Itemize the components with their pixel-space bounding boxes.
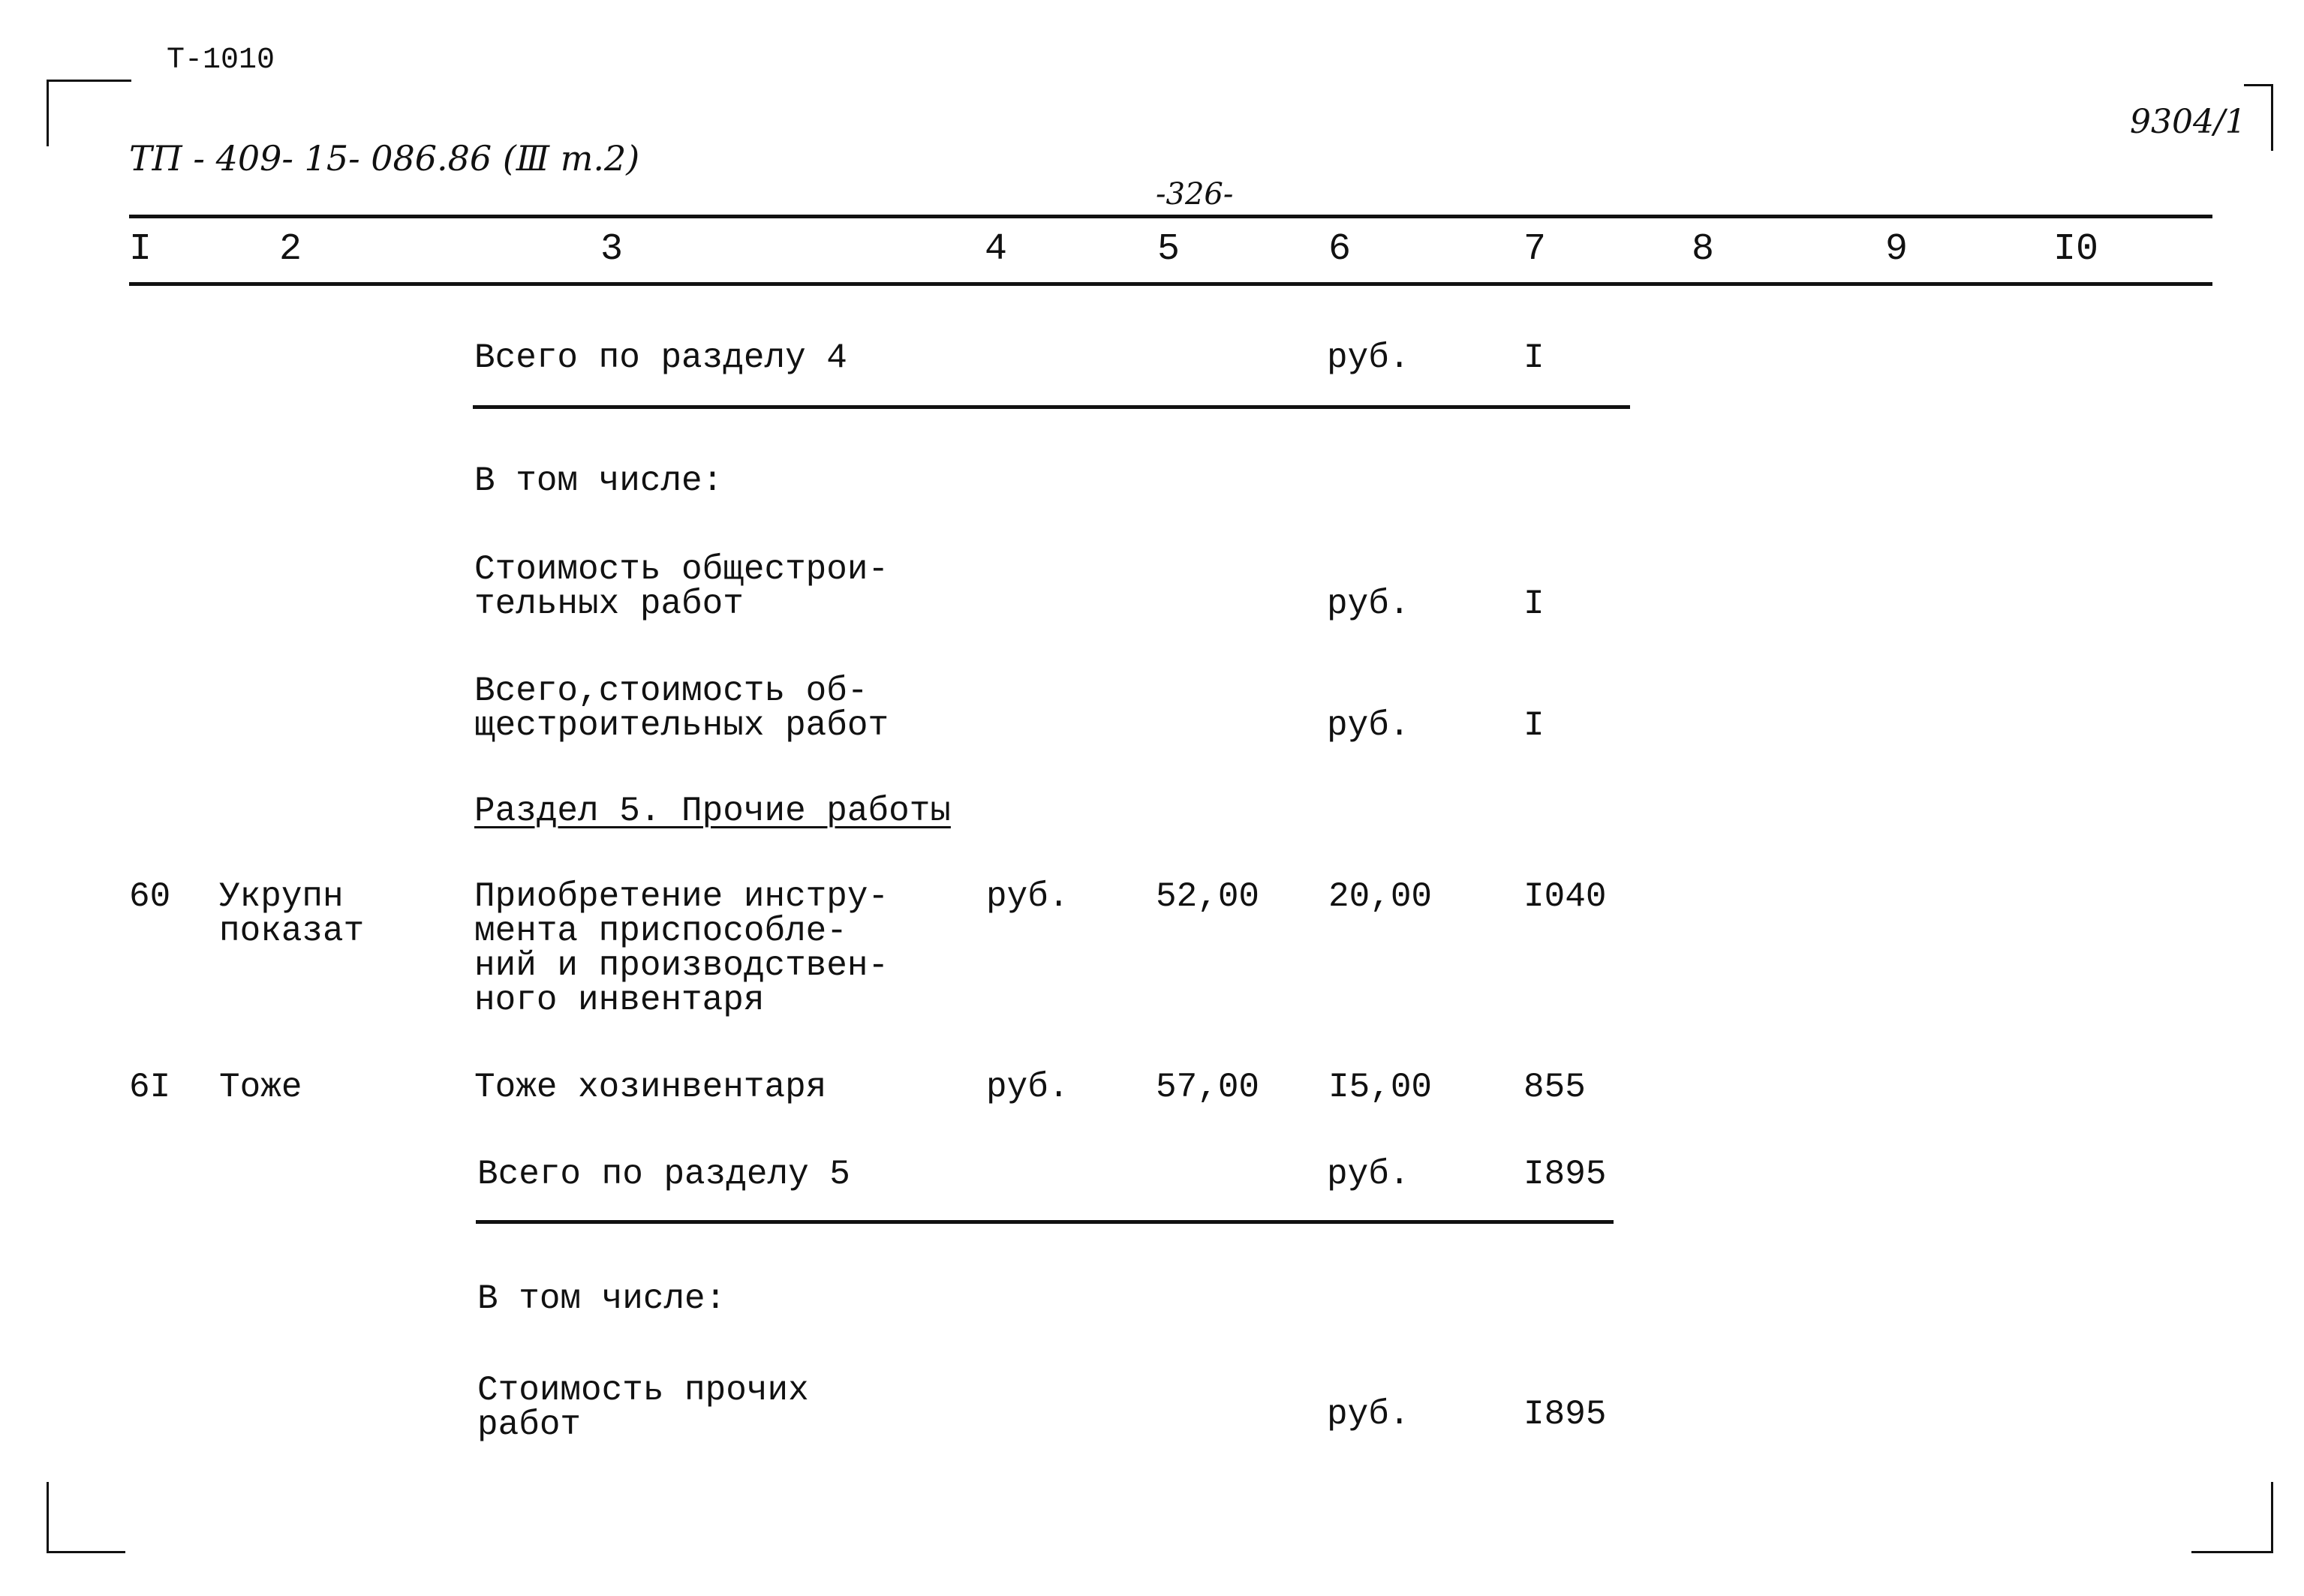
- column-header: 5: [1157, 228, 1181, 271]
- row-quantity: 52,00: [1156, 877, 1260, 916]
- column-header: I0: [2053, 228, 2099, 271]
- row-unit: руб.: [986, 1068, 1069, 1107]
- total-section-5-rule: [476, 1220, 1614, 1224]
- row-unit: руб.: [1327, 706, 1410, 745]
- column-header: 4: [985, 228, 1008, 271]
- row-sum: I: [1523, 706, 1545, 745]
- row-sum: 855: [1523, 1068, 1586, 1107]
- corner-mark-bottom-right: [2191, 1482, 2273, 1553]
- row-sum: I: [1523, 338, 1545, 377]
- column-header: 8: [1692, 228, 1715, 271]
- row-price: 20,00: [1328, 877, 1433, 916]
- section-5-heading: Раздел 5. Прочие работы: [474, 792, 951, 831]
- project-designation: ТП - 409- 15- 086.86 (Ⅲ т.2): [129, 138, 640, 179]
- column-header: 3: [600, 228, 624, 271]
- row-unit: руб.: [1327, 1395, 1410, 1434]
- row-unit: руб.: [1327, 338, 1410, 377]
- row-text: Тоже хозинвентаря: [474, 1068, 827, 1107]
- row-text: Всего,стоимость об- щестроительных работ: [474, 672, 889, 745]
- column-header: 9: [1885, 228, 1908, 271]
- row-text: Приобретение инстру- мента приспособле- ний и производствен- ного инвентаря: [474, 877, 889, 1020]
- column-header: 7: [1523, 228, 1547, 271]
- row-sum: I895: [1523, 1155, 1607, 1194]
- row-basis: Тоже: [219, 1068, 302, 1107]
- corner-mark-top-left: [47, 80, 131, 146]
- sheet-mark: 9304/1: [2130, 103, 2246, 141]
- row-unit: руб.: [986, 877, 1069, 916]
- including-label: В том числе:: [474, 461, 723, 500]
- row-sum: I895: [1523, 1395, 1607, 1434]
- row-sum: I040: [1523, 877, 1607, 916]
- row-unit: руб.: [1327, 1155, 1410, 1194]
- corner-mark-top-right: [2244, 84, 2273, 151]
- row-text: Всего по разделу 4: [474, 338, 847, 377]
- including-label: В том числе:: [477, 1279, 726, 1318]
- document-code: Т-1010: [167, 44, 275, 77]
- row-unit: руб.: [1327, 585, 1410, 624]
- column-header: I: [129, 228, 152, 271]
- total-section-4-rule: [473, 405, 1630, 409]
- corner-mark-bottom-left: [47, 1482, 125, 1553]
- row-basis: Укрупн показат: [219, 877, 365, 951]
- row-quantity: 57,00: [1156, 1068, 1260, 1107]
- row-sum: I: [1523, 585, 1545, 624]
- row-text: Стоимость общестрои- тельных работ: [474, 550, 889, 624]
- row-number: 60: [129, 877, 171, 916]
- column-header: 2: [279, 228, 302, 271]
- row-price: I5,00: [1328, 1068, 1433, 1107]
- row-number: 6I: [129, 1068, 171, 1107]
- row-text: Всего по разделу 5: [477, 1155, 850, 1194]
- page-number: -326-: [1156, 177, 1234, 212]
- column-header: 6: [1328, 228, 1352, 271]
- row-text: Стоимость прочих работ: [477, 1371, 809, 1444]
- header-bottom-rule: [129, 282, 2212, 286]
- header-top-rule: [129, 215, 2212, 218]
